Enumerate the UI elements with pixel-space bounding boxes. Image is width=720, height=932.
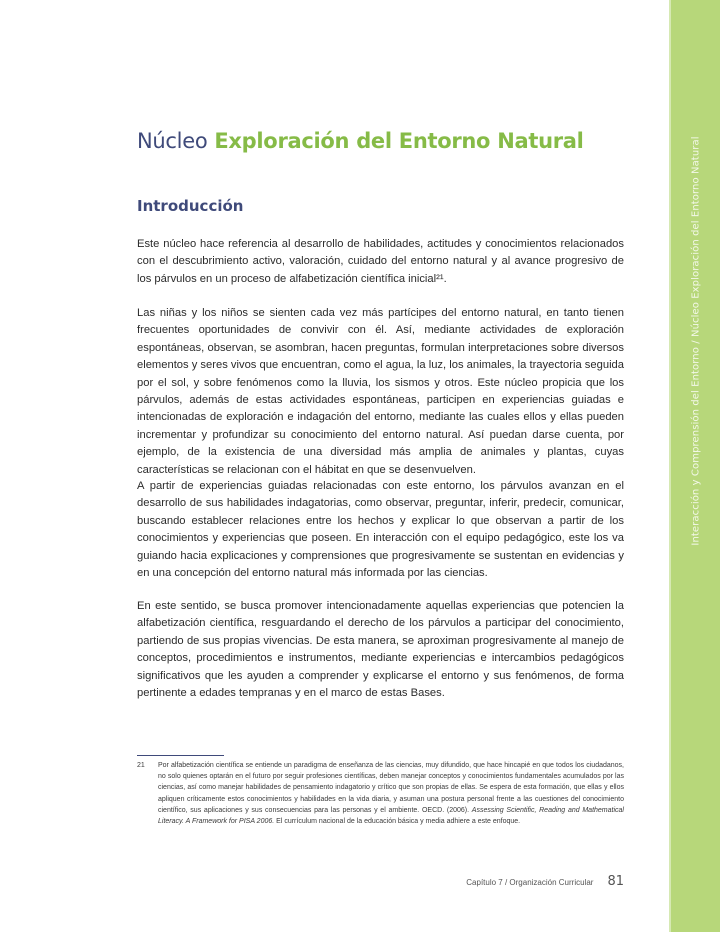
paragraph: En este sentido, se busca promover intencionadamente aquellas experiencias que potencien la alfabetización científica, resguardando el derecho de los párvulos a participar del conocimiento, partiendo de sus propias vivencias. De esta manera, se aproximan progresivamente al manejo de conceptos, procedimientos e instrumentos, mediante experiencias e intercambios pedagógicos significativos que les ayuden a comprender y explicarse el entorno y sus fenómenos, de forma pertinente a edades tempranas y en el marco de estas Bases. (137, 600, 624, 700)
sideband-running-title: Interacción y Comprensión del Entorno / Núcleo Exploración del Entorno Natural (690, 136, 701, 546)
footnote-number: 21 (137, 762, 145, 769)
paragraph: A partir de experiencias guiadas relacionadas con este entorno, los párvulos avanzan en el desarrollo de sus habilidades indagatorias, como observar, preguntar, inferir, predecir, comunicar, buscando establecer relaciones entre los hechos y explicar lo que observan a partir de los conocimientos y experiencias que poseen. En interacción con el equipo pedagógico, este los va guiando hacia explicaciones y comprensiones que progresivamente se sustentan en evidencias y en una concepción del entorno natural más informada por las ciencias. (137, 480, 624, 580)
page-number: 81 (607, 874, 624, 889)
footnote-divider (137, 755, 224, 756)
chapter-sideband (669, 0, 720, 932)
paragraph: Las niñas y los niños se sienten cada vez más partícipes del entorno natural, en tanto tienen frecuentes oportunidades de convivir con él. Así, mediante actividades de exploración espontáneas, observan, se asombran, hacen preguntas, formulan interpretaciones sobre diversos elementos y seres vivos que encuentran, como el agua, la luz, los animales, la trayectoria seguida por el sol, y sobre fenómenos como la lluvia, los sismos y otros. Este núcleo propicia que los párvulos, además de estas actividades espontáneas, participen en experiencias guiadas e intencionadas de exploración e indagación del entorno, mediante las cuales ellos y ellas pueden incrementar y profundizar su conocimiento del entorno natural. Así puedan darse cuenta, por ejemplo, de la existencia de una diversidad más amplia de animales y plantas, cuyas características se relacionan con el hábitat en que se desenvuelven. (137, 307, 624, 476)
footer-chapter: Capítulo 7 / Organización Curricular (466, 878, 594, 887)
footnote-text (158, 760, 624, 827)
footnote-text-part: Por alfabetización científica se entiende un paradigma de enseñanza de las ciencias, muy difundido, que hace hincapié en que todos los ciudadanos, no solo quienes optarán en el futuro por seguir profesiones científicas, deben manejar conceptos y conocimientos fundamentales acumulados por las ciencias, así como manejar habilidades de pensamiento indagatorio y crítico que son propias de ellas. Se espera de esta formación, que ellas y ellos apliquen críticamente estos conocimientos y habilidades en la vida diaria, y asuman una postura personal frente a las cuestiones del conocimiento científico, sus aplicaciones y sus consecuencias para las personas y el ambiente. OECD. (2006). (158, 762, 624, 814)
section-heading: Introducción (137, 197, 244, 215)
footnote-citation-title: Assessing Scientific, Reading and Mathematical Literacy. A Framework for PISA 2006. (158, 806, 624, 826)
title-main: Exploración del Entorno Natural (214, 129, 584, 153)
footnote (137, 760, 624, 827)
footnote-text-part: El currículum nacional de la educación básica y media adhiere a este enfoque. (274, 818, 521, 826)
page-title (137, 129, 584, 153)
page-footer (466, 874, 624, 889)
paragraph: Este núcleo hace referencia al desarrollo de habilidades, actitudes y conocimientos relacionados con el descubrimiento activo, valoración, cuidado del entorno natural y al avance progresivo de los párvulos en un proceso de alfabetización científica inicial²¹. (137, 238, 624, 285)
title-prefix: Núcleo (137, 129, 208, 153)
